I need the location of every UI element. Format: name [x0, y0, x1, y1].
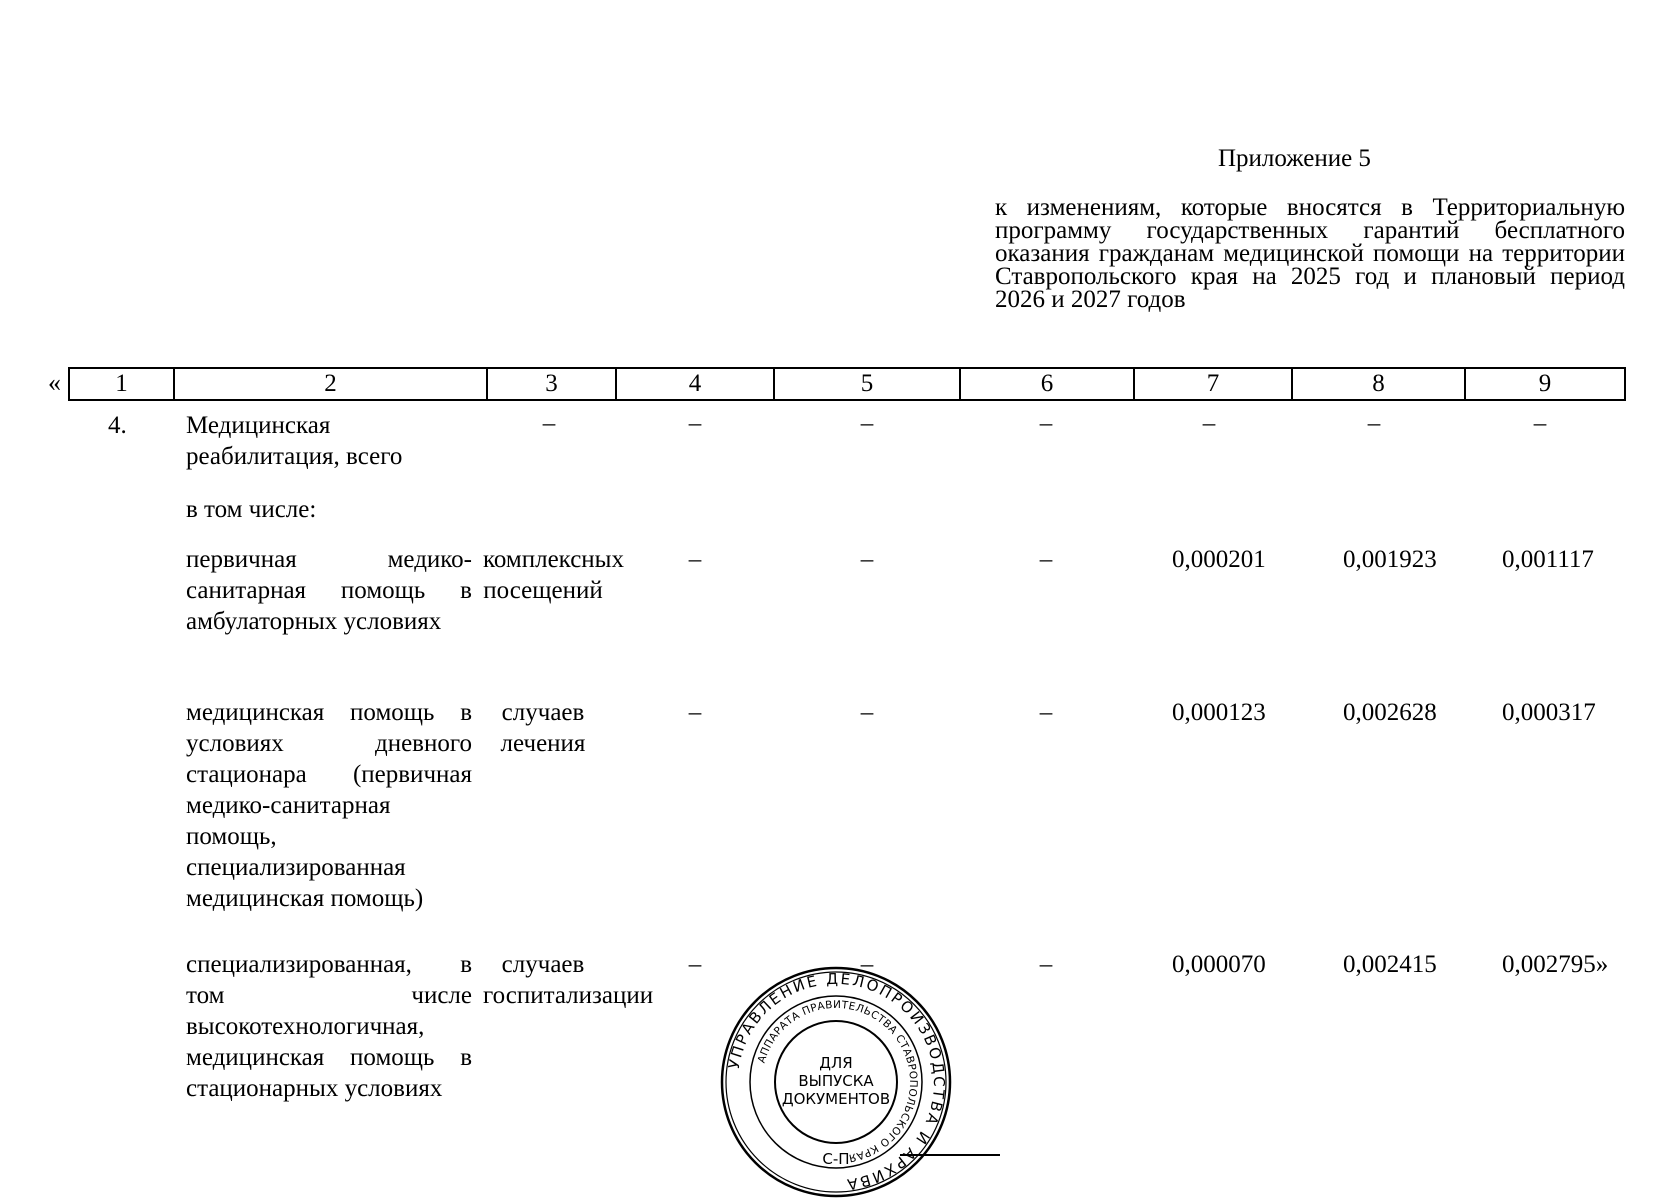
- cell-col9: 0,002795»: [1502, 951, 1609, 978]
- column-number-header: [68, 367, 1626, 401]
- appendix-title: Приложение 5: [1218, 145, 1371, 172]
- cell-col7: 0,000201: [1172, 546, 1266, 573]
- cell-col7: –: [1202, 410, 1216, 437]
- row-unit: случаев лечения: [500, 699, 586, 757]
- appendix-description: к изменениям, которые вносятся в Территориальную программу государственных гарантий бесплатного оказания гражданам медицинской помощи на территории Ставропольского края на 2025 год и плановый период 2026 и 2027 годов: [995, 194, 1625, 313]
- cell-col9: 0,001117: [1502, 546, 1594, 573]
- cell-col8: 0,001923: [1343, 546, 1437, 573]
- open-quote: «: [48, 368, 61, 397]
- cell-col6: –: [1039, 546, 1053, 573]
- cell-col8: 0,002628: [1343, 699, 1437, 726]
- cell-col8: 0,002415: [1343, 951, 1437, 978]
- cell-col5: –: [860, 546, 874, 573]
- row-name: специализированная, в том числе высокотехнологичная, медицинская помощь в стационарных условиях: [186, 951, 472, 1102]
- cell-col7: 0,000070: [1172, 951, 1266, 978]
- column-number: 3: [487, 368, 616, 400]
- cell-col6: –: [1039, 951, 1053, 978]
- cell-col8: –: [1367, 410, 1381, 437]
- cell-col6: –: [1039, 699, 1053, 726]
- stamp-center-line: ДОКУМЕНТОВ: [781, 1090, 891, 1108]
- column-number: 5: [774, 368, 960, 400]
- cell-col9: 0,000317: [1502, 699, 1596, 726]
- stamp-code: С-П: [822, 1150, 850, 1168]
- stamp-center-line: ДЛЯ: [819, 1054, 853, 1072]
- row-number: 4.: [108, 412, 127, 439]
- cell-col3: –: [542, 410, 556, 437]
- row-name: медицинская помощь в условиях дневного стационара (первичная медико-санитарная помощь, специализированная медицинская помощь): [186, 699, 472, 912]
- column-number: 4: [616, 368, 774, 400]
- cell-col4: –: [688, 951, 702, 978]
- row-name: первичная медико-санитарная помощь в амбулаторных условиях: [186, 546, 472, 635]
- signature-line: [900, 1154, 1000, 1156]
- column-number: 6: [960, 368, 1134, 400]
- official-stamp: [720, 966, 952, 1198]
- column-number: 2: [174, 368, 487, 400]
- stamp-outer-text: УПРАВЛЕНИЕ ДЕЛОПРОИЗВОДСТВА И АРХИВА: [724, 969, 949, 1194]
- cell-col5: –: [860, 410, 874, 437]
- row-name: Медицинская реабилитация, всего: [186, 412, 403, 470]
- stamp-center-line: ВЫПУСКА: [798, 1072, 874, 1090]
- cell-col6: –: [1039, 410, 1053, 437]
- cell-col4: –: [688, 546, 702, 573]
- column-number: 9: [1465, 368, 1625, 400]
- row-name: в том числе:: [186, 496, 317, 523]
- cell-col5: –: [860, 951, 874, 978]
- column-number: 8: [1292, 368, 1465, 400]
- cell-col4: –: [688, 699, 702, 726]
- row-unit: случаев госпитализации: [483, 951, 654, 1009]
- cell-col7: 0,000123: [1172, 699, 1266, 726]
- cell-col9: –: [1533, 410, 1547, 437]
- row-unit: комплексных посещений: [483, 546, 624, 604]
- cell-col4: –: [688, 410, 702, 437]
- cell-col5: –: [860, 699, 874, 726]
- stamp-inner-text: АППАРАТА ПРАВИТЕЛЬСТВА СТАВРОПОЛЬСКОГО КРАЯ: [755, 998, 920, 1164]
- column-number: 7: [1134, 368, 1292, 400]
- column-number: 1: [69, 368, 174, 400]
